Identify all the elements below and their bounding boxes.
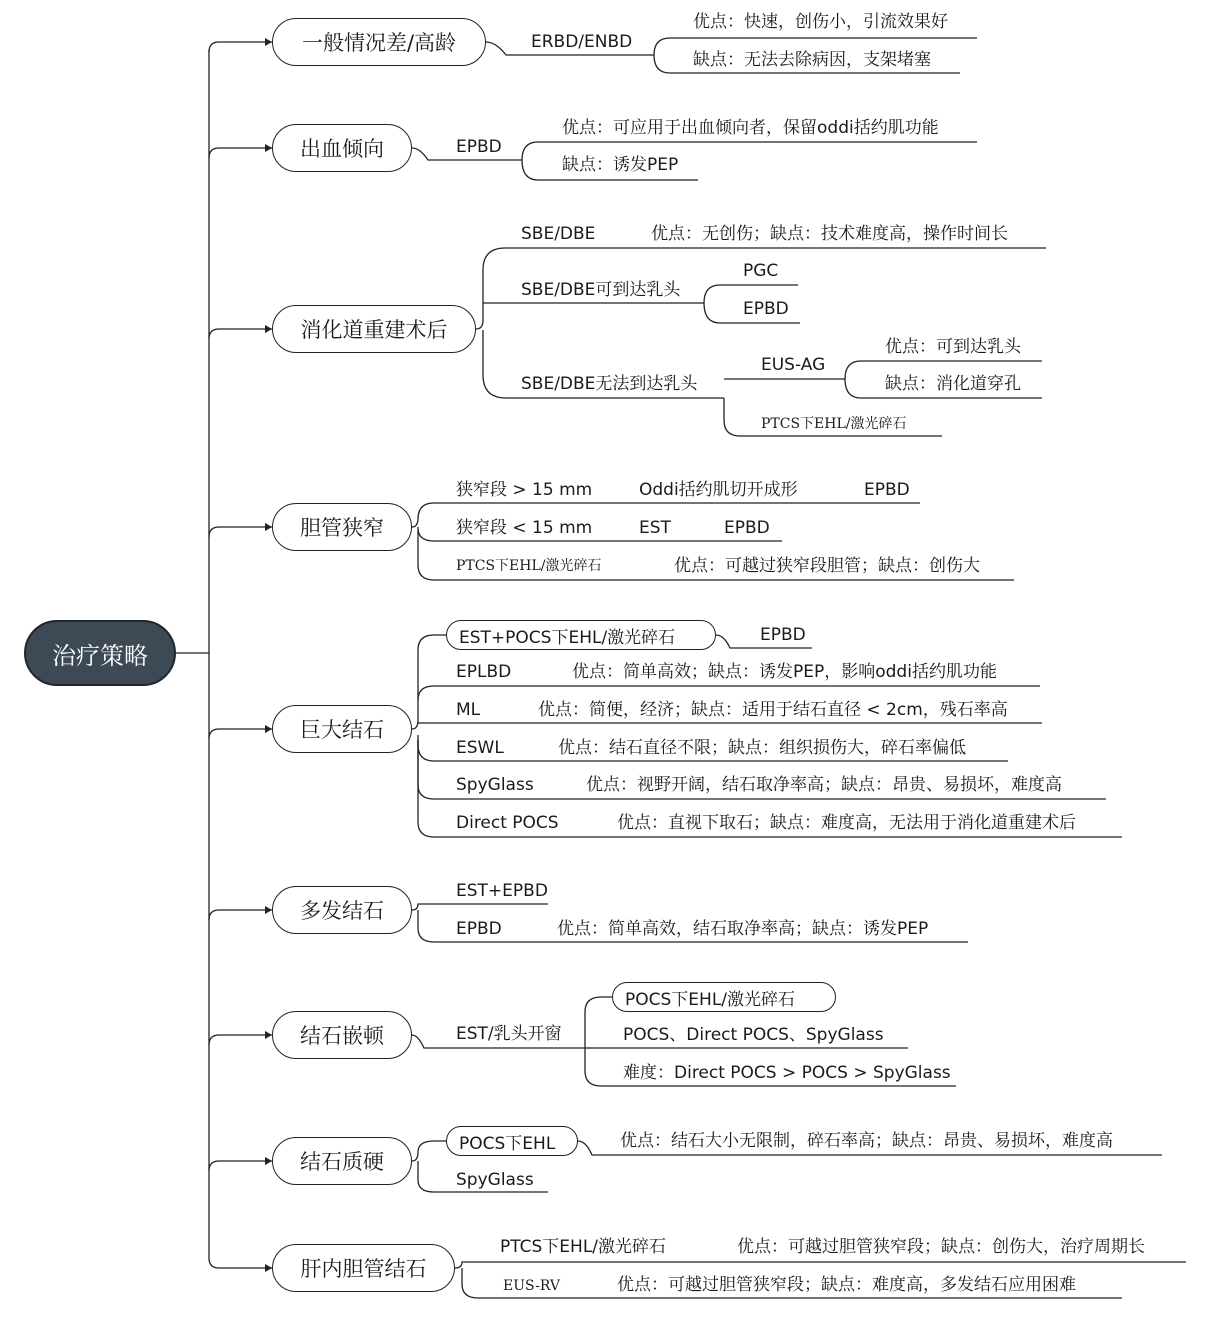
category-impacted-stone[interactable] — [272, 1011, 412, 1059]
method-epbd: EPBD — [760, 625, 806, 645]
category-bleeding-tendency[interactable] — [272, 124, 412, 172]
method-eus-ag: EUS-AG — [761, 355, 826, 375]
stricture-over-15mm: 狭窄段 > 15 mm — [456, 480, 593, 500]
advantage-note: 优点：快速，创伤小，引流效果好 — [693, 12, 948, 32]
method-pocs-ehl[interactable] — [446, 1126, 578, 1156]
method-sbe-dbe: SBE/DBE — [521, 224, 596, 244]
method-epbd: EPBD — [864, 480, 910, 500]
method-epbd: EPBD — [743, 299, 789, 319]
category-label: 结石嵌顿 — [300, 1024, 384, 1048]
method-sbe-dbe-unreachable: SBE/DBE无法到达乳头 — [521, 374, 698, 394]
category-intrahepatic-stone[interactable] — [272, 1244, 455, 1292]
method-eplbd: EPLBD — [456, 662, 512, 682]
method-eswl: ESWL — [456, 738, 504, 758]
method-ptcs-ehl: PTCS下EHL/激光碎石 — [761, 416, 907, 432]
method-est: EST — [639, 518, 671, 538]
difficulty-note: 难度：Direct POCS > POCS > SpyGlass — [623, 1063, 951, 1083]
method-direct-pocs: Direct POCS — [456, 813, 559, 833]
category-label: 消化道重建术后 — [300, 318, 448, 342]
pros-cons-note: 优点：简单高效；缺点：诱发PEP，影响oddi括约肌功能 — [572, 662, 997, 682]
category-giant-stone[interactable] — [272, 705, 412, 753]
category-label: 巨大结石 — [300, 718, 384, 742]
pros-cons-note: 优点：结石大小无限制，碎石率高；缺点：昂贵、易损坏，难度高 — [620, 1131, 1113, 1151]
pros-cons-note: 优点：可越过胆管狭窄段；缺点：难度高，多发结石应用困难 — [617, 1275, 1076, 1295]
method-list: POCS、Direct POCS、SpyGlass — [623, 1025, 884, 1045]
method-erbd-enbd: ERBD/ENBD — [531, 32, 633, 52]
category-label: 胆管狭窄 — [300, 516, 384, 540]
method-spyglass: SpyGlass — [456, 1170, 534, 1190]
method-epbd: EPBD — [456, 137, 502, 157]
advantage-note: 优点：可应用于出血倾向者，保留oddi括约肌功能 — [562, 118, 939, 138]
category-hard-stone[interactable] — [272, 1137, 412, 1185]
root-node[interactable] — [24, 620, 176, 686]
disadvantage-note: 缺点：消化道穿孔 — [885, 374, 1021, 394]
category-label: 出血倾向 — [300, 137, 384, 161]
pros-cons-note: 优点：简便，经济；缺点：适用于结石直径 < 2cm，残石率高 — [538, 700, 1008, 720]
method-ptcs-ehl: PTCS下EHL/激光碎石 — [456, 558, 602, 574]
pros-cons-note: 优点：可越过胆管狭窄段；缺点：创伤大，治疗周期长 — [737, 1237, 1145, 1257]
method-est-fenestration: EST/乳头开窗 — [456, 1024, 562, 1044]
root-label: 治疗策略 — [52, 641, 148, 670]
method-ptcs-ehl: PTCS下EHL/激光碎石 — [500, 1237, 667, 1257]
method-spyglass: SpyGlass — [456, 775, 534, 795]
method-ml: ML — [456, 700, 481, 720]
pros-cons-note: 优点：结石直径不限；缺点：组织损伤大，碎石率偏低 — [558, 738, 966, 758]
stricture-under-15mm: 狭窄段 < 15 mm — [456, 518, 593, 538]
method-oddi-sphincteroplasty: Oddi括约肌切开成形 — [639, 480, 798, 500]
method-label: POCS下EHL/激光碎石 — [625, 989, 796, 1010]
method-pocs-ehl[interactable] — [612, 982, 836, 1012]
method-epbd: EPBD — [456, 919, 502, 939]
category-multiple-stones[interactable] — [272, 886, 412, 934]
category-label: 肝内胆管结石 — [300, 1257, 427, 1281]
category-label: 一般情况差/高龄 — [301, 31, 457, 55]
pros-cons-note: 优点：可越过狭窄段胆管；缺点：创伤大 — [674, 556, 980, 576]
category-label: 结石质硬 — [300, 1150, 384, 1174]
pros-cons-note: 优点：简单高效，结石取净率高；缺点：诱发PEP — [557, 919, 929, 939]
method-est-epbd: EST+EPBD — [456, 881, 548, 901]
method-label: POCS下EHL — [459, 1133, 556, 1154]
disadvantage-note: 缺点：诱发PEP — [562, 155, 679, 175]
method-sbe-dbe-reachable: SBE/DBE可到达乳头 — [521, 280, 681, 300]
category-post-reconstruction[interactable] — [272, 305, 476, 353]
method-epbd: EPBD — [724, 518, 770, 538]
method-eus-rv: EUS-RV — [503, 1278, 561, 1294]
category-label: 多发结石 — [300, 899, 384, 923]
pros-cons-note: 优点：无创伤；缺点：技术难度高，操作时间长 — [651, 224, 1008, 244]
method-pgc: PGC — [743, 261, 779, 281]
pros-cons-note: 优点：视野开阔，结石取净率高；缺点：昂贵、易损坏，难度高 — [586, 775, 1062, 795]
method-est-pocs-ehl[interactable] — [446, 620, 716, 650]
category-bile-duct-stricture[interactable] — [272, 503, 412, 551]
method-label: EST+POCS下EHL/激光碎石 — [459, 627, 676, 648]
pros-cons-note: 优点：直视下取石；缺点：难度高，无法用于消化道重建术后 — [617, 813, 1076, 833]
disadvantage-note: 缺点：无法去除病因，支架堵塞 — [693, 50, 931, 70]
advantage-note: 优点：可到达乳头 — [885, 337, 1021, 357]
category-general-condition[interactable] — [272, 18, 486, 66]
